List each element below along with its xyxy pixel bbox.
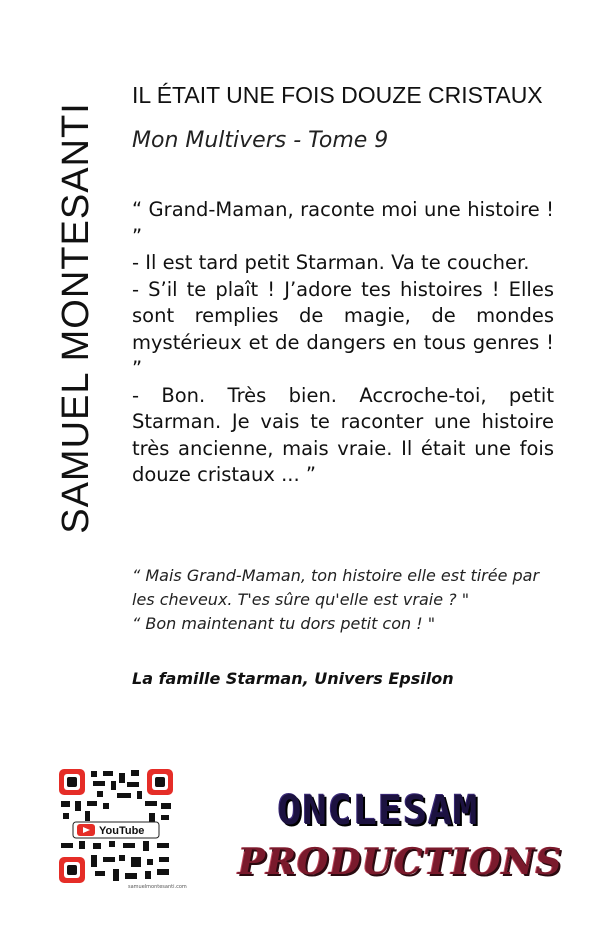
youtube-label: YouTube	[99, 825, 145, 837]
publisher-logo: ONCLESAM	[277, 788, 479, 834]
qr-code-icon[interactable]	[57, 767, 175, 885]
publisher-logo-sub: PRODUCTIONS	[238, 841, 563, 883]
quote-signature: La famille Starman, Univers Epsilon	[132, 669, 454, 688]
back-quote	[132, 564, 562, 636]
story-paragraph: - Bon. Très bien. Accroche-toi, petit Starman. Je vais te raconter une histoire très ancienne, mais vraie. Il était une fois douze cristaux ... ”	[132, 383, 554, 486]
series-subtitle: Mon Multivers - Tome 9	[132, 128, 389, 153]
qr-finder-bottom-left	[59, 857, 85, 883]
quote-line: “ Bon maintenant tu dors petit con ! "	[132, 614, 436, 633]
story-paragraph: “ Grand-Maman, raconte moi une histoire ! ”	[132, 198, 554, 248]
qr-finder-top-left	[59, 769, 85, 795]
book-title: IL ÉTAIT UNE FOIS DOUZE CRISTAUX	[132, 82, 543, 108]
story-text	[132, 197, 554, 489]
quote-line: “ Mais Grand-Maman, ton histoire elle est tirée par les cheveux. T'es sûre qu'elle est vraie ? "	[132, 566, 540, 609]
qr-caption: samuelmontesanti.com	[128, 884, 187, 890]
story-paragraph: - S’il te plaît ! J’adore tes histoires ! Elles sont remplies de magie, de mondes mystérieux et de dangers en tous genres ! ”	[132, 277, 554, 380]
youtube-icon	[73, 822, 159, 838]
author-name: SAMUEL MONTESANTI	[55, 102, 97, 534]
qr-finder-top-right	[147, 769, 173, 795]
story-paragraph: - Il est tard petit Starman. Va te coucher.	[132, 251, 530, 274]
